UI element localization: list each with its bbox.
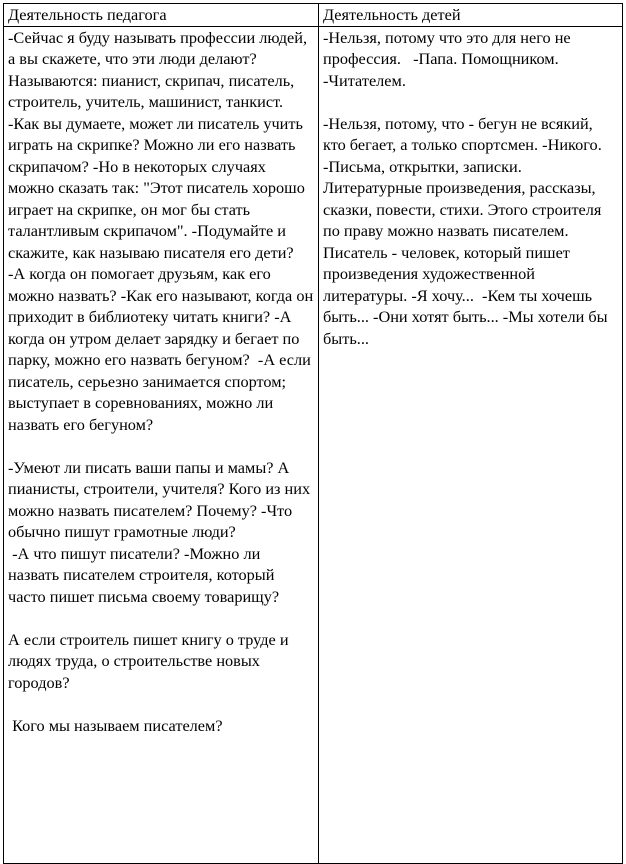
header-teacher-activity: Деятельность педагога: [4, 4, 319, 27]
table-row: [4, 26, 623, 863]
children-paragraph-answers-1: -Нельзя, потому что это для него не профессия. -Папа. Помощником. -Читателем.: [323, 27, 575, 90]
table-header-row: [4, 4, 623, 27]
children-paragraph-answers-2: -Нельзя, потому, что - бегун не всякий, кто бегает, а только спортсмен. -Никого. -Письма, открытки, записки. Литературные произведения, рассказы, сказки, повести, стихи. Этого строителя по праву можно назвать писателем. Писатель - человек, который пишет произведения художественной литературы. -Я хочу... -Кем ты хочешь быть... -Они хотят быть... -Мы хотели бы быть...: [323, 113, 612, 348]
teacher-paragraph-professions: -Сейчас я буду называть профессии людей, а вы скажете, что эти люди делают? Называются: пианист, скрипач, писатель, строитель, учитель, машинист, танкист. -Как вы думаете, может ли писатель учить играть на скрипке? Можно ли его назвать скрипачом? -Но в некоторых случаях можно сказать так: "Этот писатель хорошо играет на скрипке, он мог бы стать талантливым скрипачом". -Подумайте и скажите, как называю писателя его дети? -А когда он помогает друзьям, как его можно назвать? -Как его называют, когда он приходит в библиотеку читать книги? -А когда он утром делает зарядку и бегает по парку, можно его назвать бегуном? -А если писатель, серьезно занимается спортом; выступает в соревнованиях, можно ли назвать его бегуном?: [8, 27, 318, 434]
paragraph-gap: [323, 91, 618, 113]
activity-table: [3, 3, 623, 864]
teacher-activity-cell: [4, 26, 319, 863]
paragraph-gap: [8, 435, 314, 457]
teacher-paragraph-what-writers-write: -А что пишут писатели? -Можно ли назвать писателем строителя, который часто пишет письма своему товарищу?: [8, 543, 280, 606]
paragraph-gap: [8, 693, 314, 715]
header-children-activity: Деятельность детей: [319, 4, 623, 27]
teacher-paragraph-who-is-writer: Кого мы называем писателем?: [8, 715, 223, 735]
teacher-paragraph-builder-book: А если строитель пишет книгу о труде и людях труда, о строительстве новых городов?: [8, 629, 293, 692]
paragraph-gap: [8, 607, 314, 629]
children-activity-cell: [319, 26, 623, 863]
teacher-paragraph-who-writes: -Умеют ли писать ваши папы и мамы? А пианисты, строители, учителя? Кого из них можно назвать писателем? Почему? -Что обычно пишут грамотные люди?: [8, 457, 315, 541]
